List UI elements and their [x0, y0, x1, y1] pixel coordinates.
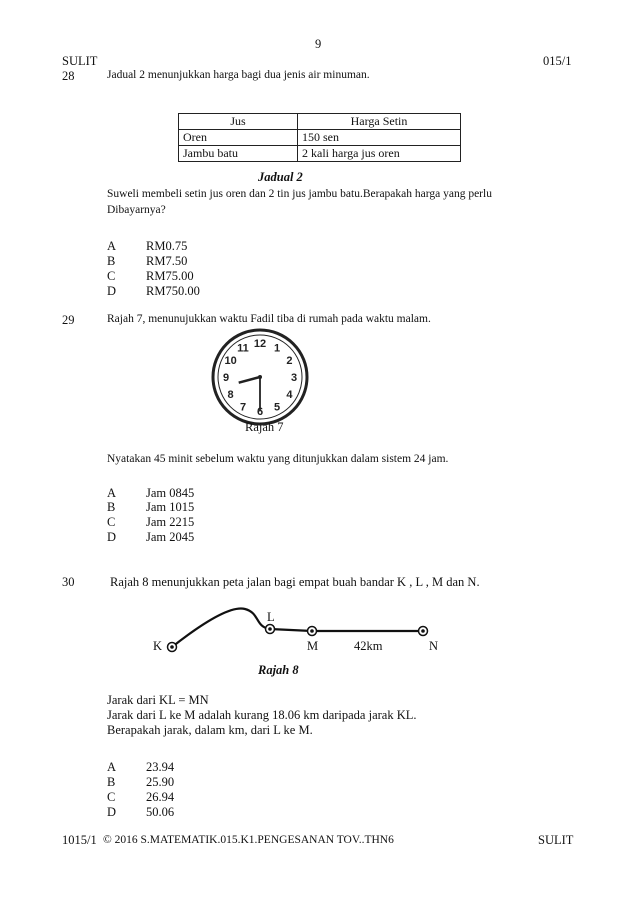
option-text: RM750.00	[146, 284, 200, 298]
footer-code: 1015/1	[62, 833, 97, 847]
town-n-marker	[419, 627, 428, 636]
option-letter: C	[107, 790, 116, 804]
option-text: Jam 2045	[146, 530, 195, 544]
clock-number: 1	[273, 342, 281, 355]
option-text: 23.94	[146, 760, 175, 774]
option-letter: D	[107, 805, 117, 819]
table-row	[179, 146, 461, 162]
footer-copyright: © 2016 S.MATEMATIK.015.K1.PENGESANAN TOV..THN6	[103, 834, 394, 846]
table-header-cell: Harga Setin	[298, 114, 461, 130]
question-30-number: 30	[62, 575, 75, 589]
option-text: RM75.00	[146, 269, 194, 283]
option-text: RM0.75	[146, 239, 188, 253]
table-cell: Jambu batu	[179, 146, 298, 162]
road-map	[150, 595, 450, 660]
question-28-line2: Dibayarnya?	[107, 204, 166, 216]
option-text: 26.94	[146, 790, 175, 804]
option-text: Jam 0845	[146, 486, 195, 500]
option-letter: C	[107, 515, 116, 529]
table-cell: Oren	[179, 130, 298, 146]
question-30-intro: Rajah 8 menunjukkan peta jalan bagi empat buah bandar K , L , M dan N.	[110, 575, 480, 589]
option-text: RM7.50	[146, 254, 188, 268]
town-k-label: K	[153, 639, 163, 653]
question-30-line3: Berapakah jarak, dalam km, dari L ke M.	[107, 723, 313, 737]
table-caption: Jadual 2	[258, 170, 303, 184]
option-letter: A	[107, 239, 117, 253]
question-29-intro: Rajah 7, menunujukkan waktu Fadil tiba di rumah pada waktu malam.	[107, 313, 431, 325]
option-letter: D	[107, 530, 117, 544]
header-left: SULIT	[62, 54, 98, 68]
question-30-line1: Jarak dari KL = MN	[107, 693, 209, 707]
distance-label: 42km	[354, 639, 383, 653]
table-row	[179, 130, 461, 146]
table-cell: 2 kali harga jus oren	[298, 146, 461, 162]
header-right: 015/1	[543, 54, 572, 68]
table-header-cell: Jus	[179, 114, 298, 130]
option-letter: B	[107, 775, 116, 789]
clock-number: 7	[239, 401, 247, 414]
clock-number: 10	[224, 355, 237, 367]
question-30-line2: Jarak dari L ke M adalah kurang 18.06 km daripada jarak KL.	[107, 708, 417, 722]
clock-number: 2	[286, 355, 293, 367]
option-letter: D	[107, 284, 117, 298]
map-caption: Rajah 8	[258, 663, 299, 677]
question-28-number: 28	[62, 69, 75, 83]
option-text: 50.06	[146, 805, 175, 819]
clock-number: 5	[273, 401, 281, 414]
option-text: 25.90	[146, 775, 175, 789]
clock-number: 3	[290, 372, 298, 384]
option-letter: B	[107, 254, 116, 268]
question-28-intro: Jadual 2 menunjukkan harga bagi dua jenis air minuman.	[107, 69, 370, 81]
question-29-text: Nyatakan 45 minit sebelum waktu yang ditunjukkan dalam sistem 24 jam.	[107, 453, 449, 465]
town-k-marker	[168, 643, 177, 652]
footer-right: SULIT	[538, 833, 574, 847]
page-number: 9	[315, 37, 322, 51]
town-l-label: L	[267, 610, 275, 624]
clock-number: 6	[256, 406, 264, 418]
clock-number: 4	[286, 389, 293, 401]
option-text: Jam 2215	[146, 515, 195, 529]
option-letter: B	[107, 500, 116, 514]
clock-number: 12	[253, 338, 267, 350]
clock-number: 8	[227, 389, 234, 401]
question-28-line1: Suweli membeli setin jus oren dan 2 tin jus jambu batu.Berapakah harga yang perlu	[107, 188, 492, 200]
option-text: Jam 1015	[146, 500, 195, 514]
town-l-marker	[266, 625, 275, 634]
clock-caption: Rajah 7	[245, 420, 284, 434]
clock-icon	[210, 327, 310, 427]
clock-number: 9	[222, 372, 230, 384]
town-n-label: N	[429, 639, 439, 653]
table-cell: 150 sen	[298, 130, 461, 146]
price-table	[178, 113, 461, 162]
option-letter: A	[107, 760, 117, 774]
town-m-marker	[308, 627, 317, 636]
question-29-number: 29	[62, 313, 75, 327]
clock-number: 11	[237, 342, 249, 355]
table-header-row	[179, 114, 461, 130]
option-letter: C	[107, 269, 116, 283]
town-m-label: M	[307, 639, 319, 653]
option-letter: A	[107, 486, 117, 500]
